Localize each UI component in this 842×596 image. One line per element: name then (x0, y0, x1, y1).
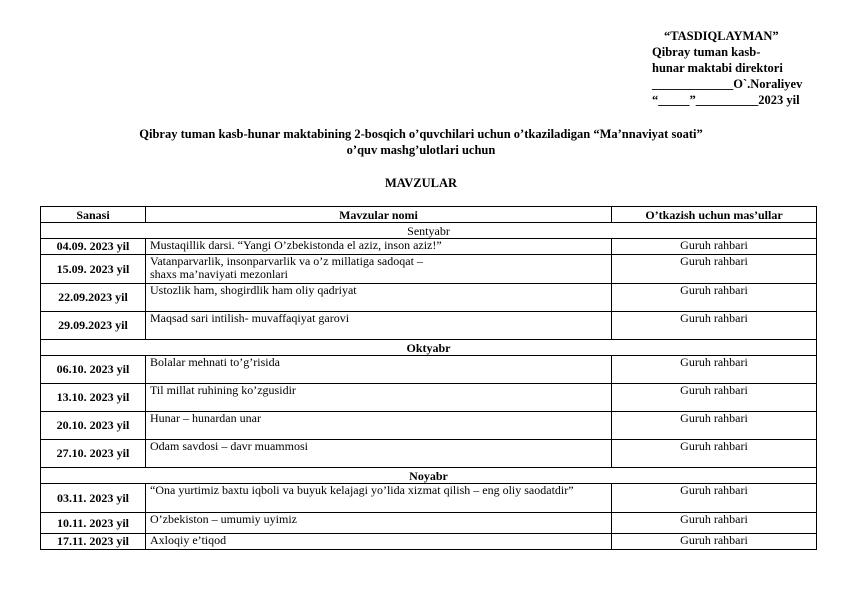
table-row (41, 412, 817, 440)
approval-line: Qibray tuman kasb- (652, 45, 761, 59)
row-topic: Axloqiy e’tiqod (146, 534, 612, 550)
row-responsible: Guruh rahbari (612, 284, 817, 312)
row-topic: Bolalar mehnati to’g’risida (146, 356, 612, 384)
approval-block (652, 28, 802, 108)
row-topic: Hunar – hunardan unar (146, 412, 612, 440)
row-date: 13.10. 2023 yil (41, 384, 146, 412)
row-topic: O’zbekiston – umumiy uyimiz (146, 513, 612, 534)
column-header-topic: Mavzular nomi (146, 207, 612, 223)
row-responsible: Guruh rahbari (612, 440, 817, 468)
row-topic: Odam savdosi – davr muammosi (146, 440, 612, 468)
approval-date-line: “_____”__________2023 yil (652, 93, 800, 107)
row-date: 17.11. 2023 yil (41, 534, 146, 550)
row-date: 29.09.2023 yil (41, 312, 146, 340)
row-date: 15.09. 2023 yil (41, 255, 146, 284)
document-subtitle: o’quv mashg’ulotlari uchun (346, 143, 496, 157)
table-row (41, 356, 817, 384)
month-row (41, 340, 817, 356)
month-row (41, 468, 817, 484)
row-date: 20.10. 2023 yil (41, 412, 146, 440)
row-responsible: Guruh rahbari (612, 513, 817, 534)
section-title: MAVZULAR (385, 176, 457, 190)
table-row (41, 440, 817, 468)
approval-signature-line: _____________O`.Noraliyev (652, 77, 803, 91)
row-topic: Mustaqillik darsi. “Yangi O’zbekistonda el aziz, inson aziz!” (146, 239, 612, 255)
table-row (41, 255, 817, 284)
row-topic: Ustozlik ham, shogirdlik ham oliy qadriyat (146, 284, 612, 312)
row-date: 03.11. 2023 yil (41, 484, 146, 513)
row-date: 06.10. 2023 yil (41, 356, 146, 384)
month-label-november: Noyabr (41, 468, 817, 484)
row-responsible: Guruh rahbari (612, 255, 817, 284)
row-topic: Til millat ruhining ko’zgusidir (146, 384, 612, 412)
row-date: 10.11. 2023 yil (41, 513, 146, 534)
approval-line: hunar maktabi direktori (652, 61, 783, 75)
table-row (41, 239, 817, 255)
row-responsible: Guruh rahbari (612, 312, 817, 340)
row-date: 04.09. 2023 yil (41, 239, 146, 255)
row-topic: “Ona yurtimiz baxtu iqboli va buyuk kelajagi yo’lida xizmat qilish – eng oliy saodatdir” (146, 484, 612, 513)
column-header-date: Sanasi (41, 207, 146, 223)
row-responsible: Guruh rahbari (612, 534, 817, 550)
row-responsible: Guruh rahbari (612, 412, 817, 440)
month-label-october: Oktyabr (41, 340, 817, 356)
column-header-responsible: O’tkazish uchun mas’ullar (612, 207, 817, 223)
month-label-september: Sentyabr (41, 223, 817, 239)
row-topic-line: Vatanparvarlik, insonparvarlik va o’z millatiga sadoqat – (150, 254, 423, 268)
table-row (41, 284, 817, 312)
row-topic (146, 255, 612, 284)
row-date: 22.09.2023 yil (41, 284, 146, 312)
row-responsible: Guruh rahbari (612, 239, 817, 255)
table-row (41, 513, 817, 534)
topics-table (40, 206, 817, 550)
month-row (41, 223, 817, 239)
approval-title: “TASDIQLAYMAN” (664, 29, 779, 43)
document-title: Qibray tuman kasb-hunar maktabining 2-bosqich o’quvchilari uchun o’tkaziladigan “Ma’nnaviyat soati” (139, 127, 703, 141)
row-responsible: Guruh rahbari (612, 384, 817, 412)
row-topic-line: shaxs ma’naviyati mezonlari (150, 267, 288, 281)
table-row (41, 384, 817, 412)
row-responsible: Guruh rahbari (612, 484, 817, 513)
row-responsible: Guruh rahbari (612, 356, 817, 384)
table-header-row (41, 207, 817, 223)
table-row (41, 312, 817, 340)
table-row (41, 534, 817, 550)
table-row (41, 484, 817, 513)
row-topic: Maqsad sari intilish- muvaffaqiyat garovi (146, 312, 612, 340)
row-date: 27.10. 2023 yil (41, 440, 146, 468)
